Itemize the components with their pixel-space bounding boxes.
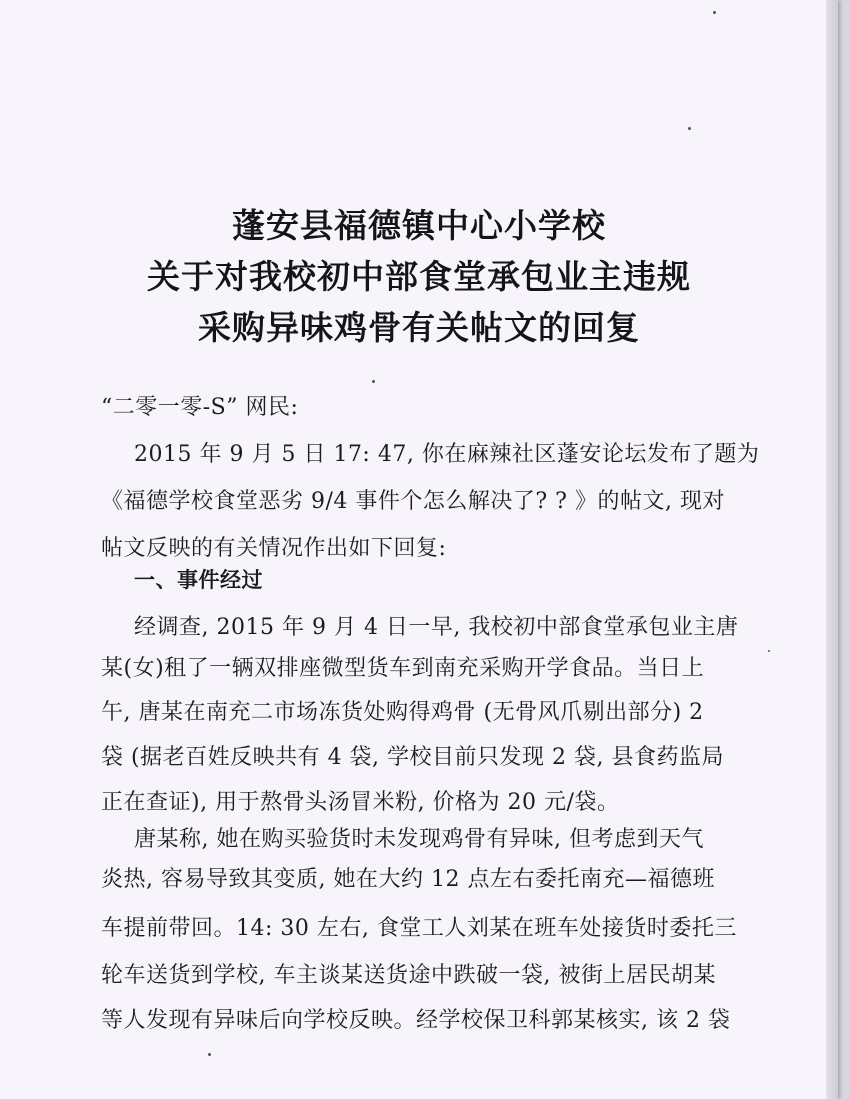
document-title-line-3: 采购异味鸡骨有关帖文的回复 [198, 308, 640, 347]
paragraph2-line-2: 炎热, 容易导致其变质, 她在大约 12 点左右委托南充—福德班 [101, 867, 715, 892]
paragraph1-line-4: 袋 (据老百姓反映共有 4 袋, 学校目前只发现 2 袋, 县食药监局 [101, 745, 725, 770]
scan-speck [208, 1053, 211, 1056]
page-edge [826, 0, 838, 1099]
scan-speck [713, 11, 716, 14]
intro-line-1: 2015 年 9 月 5 日 17: 47, 你在麻辣社区蓬安论坛发布了题为 [134, 442, 760, 467]
paragraph1-line-5: 正在查证), 用于熬骨头汤冒米粉, 价格为 20 元/袋。 [101, 790, 620, 815]
paragraph2-line-4: 轮车送货到学校, 车主谈某送货途中跌破一袋, 被街上居民胡某 [101, 963, 716, 988]
paragraph1-line-3: 午, 唐某在南充二市场冻货处购得鸡骨 (无骨风爪剔出部分) 2 [101, 700, 704, 725]
salutation: “二零一零-S” 网民: [101, 395, 299, 420]
paragraph2-line-5: 等人发现有异味后向学校反映。经学校保卫科郭某核实, 该 2 袋 [101, 1008, 731, 1033]
intro-line-3: 帖文反映的有关情况作出如下回复: [101, 536, 447, 561]
document-title-line-1: 蓬安县福德镇中心小学校 [232, 206, 606, 245]
paragraph1-line-2: 某(女)租了一辆双排座微型货车到南充采购开学食品。当日上 [101, 656, 705, 681]
scan-speck [768, 650, 770, 652]
intro-line-2: 《福德学校食堂恶劣 9/4 事件个怎么解决了? ? 》的帖文, 现对 [101, 489, 725, 514]
paragraph2-line-3: 车提前带回。14: 30 左右, 食堂工人刘某在班车处接货时委托三 [101, 916, 737, 941]
section-heading: 一、事件经过 [134, 568, 263, 592]
document-title-line-2: 关于对我校初中部食堂承包业主违规 [147, 257, 691, 296]
paragraph1-line-1: 经调查, 2015 年 9 月 4 日一早, 我校初中部食堂承包业主唐 [134, 615, 739, 640]
paragraph2-line-1: 唐某称, 她在购买验货时未发现鸡骨有异味, 但考虑到天气 [134, 827, 704, 852]
scan-speck [688, 127, 691, 130]
scan-speck [372, 380, 375, 383]
